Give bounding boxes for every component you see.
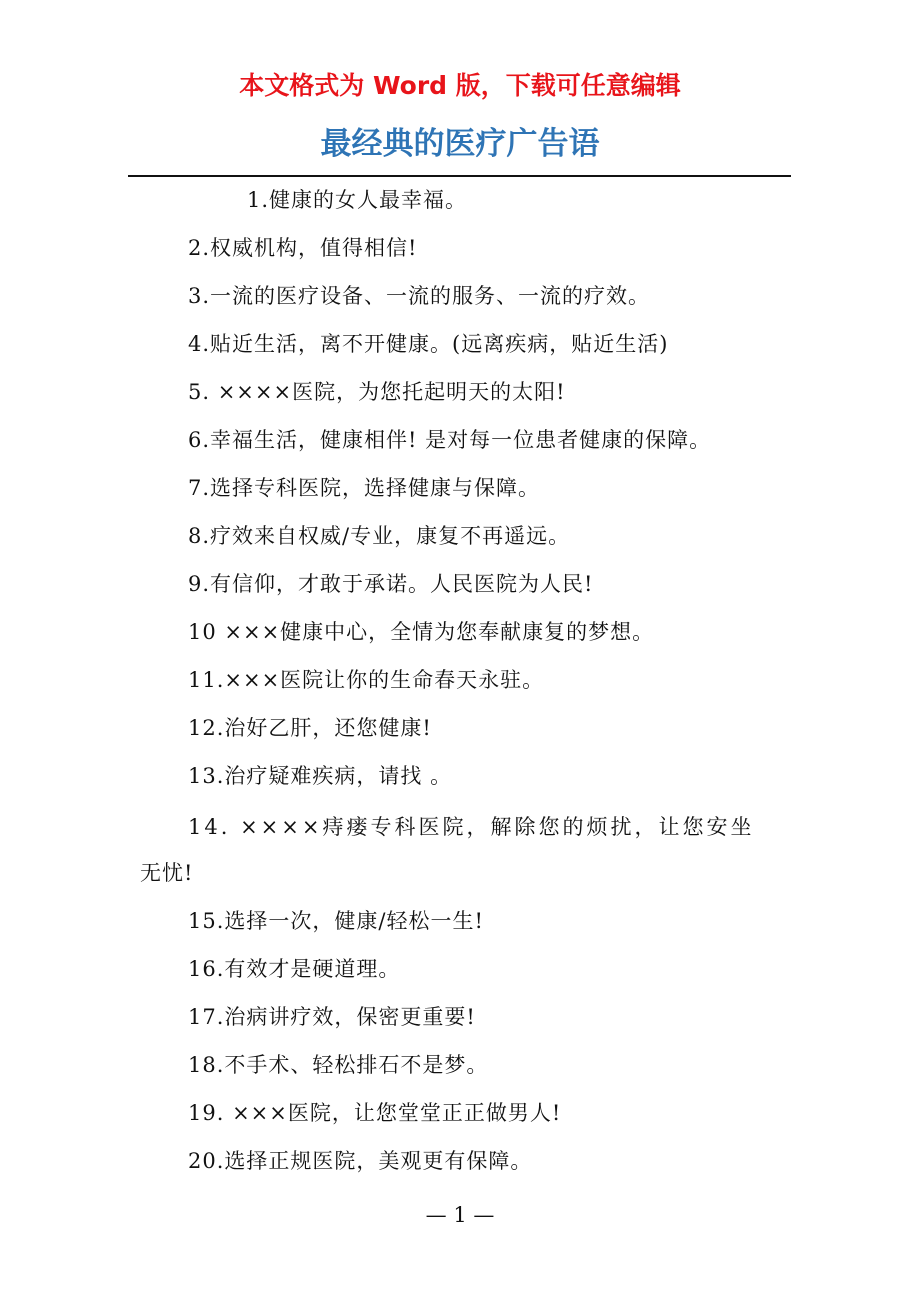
slogan-line: 2.权威机构，值得相信! (188, 236, 418, 260)
slogan-line: 4.贴近生活，离不开健康。(远离疾病，贴近生活) (188, 332, 669, 356)
slogan-line: 8.疗效来自权威/专业，康复不再遥远。 (188, 524, 571, 548)
slogan-line: 6.幸福生活，健康相伴! 是对每一位患者健康的保障。 (188, 428, 712, 452)
title-divider (128, 175, 791, 177)
slogan-line: 15.选择一次，健康/轻松一生! (188, 909, 484, 933)
slogan-line: 20.选择正规医院，美观更有保障。 (188, 1149, 533, 1173)
slogan-line: 5. ××××医院，为您托起明天的太阳! (188, 380, 566, 404)
slogan-line: 17.治病讲疗效，保密更重要! (188, 1005, 476, 1029)
slogan-line: 19. ×××医院，让您堂堂正正做男人! (188, 1101, 562, 1125)
slogan-line: 3.一流的医疗设备、一流的服务、一流的疗效。 (188, 284, 651, 308)
slogan-line: 9.有信仰，才敢于承诺。人民医院为人民! (188, 572, 594, 596)
format-notice: 本文格式为 Word 版，下载可任意编辑 (239, 71, 681, 100)
page-number: — 1 — (425, 1203, 495, 1227)
slogan-line: 18.不手术、轻松排石不是梦。 (188, 1053, 489, 1077)
slogan-line: 10 ×××健康中心，全情为您奉献康复的梦想。 (188, 620, 655, 644)
document-title: 最经典的医疗广告语 (320, 126, 600, 162)
slogan-line: 16.有效才是硬道理。 (188, 957, 401, 981)
slogan-line-continuation: 无忧! (140, 861, 194, 885)
slogan-line: 13.治疗疑难疾病，请找 。 (188, 764, 453, 788)
slogan-line: 11.×××医院让你的生命春天永驻。 (188, 668, 545, 692)
slogan-line: 1.健康的女人最幸福。 (247, 188, 468, 212)
slogan-line: 12.治好乙肝，还您健康! (188, 716, 432, 740)
slogan-line: 7.选择专科医院，选择健康与保障。 (188, 476, 541, 500)
slogan-line: 14. ××××痔瘘专科医院，解除您的烦扰，让您安坐 (188, 815, 755, 839)
